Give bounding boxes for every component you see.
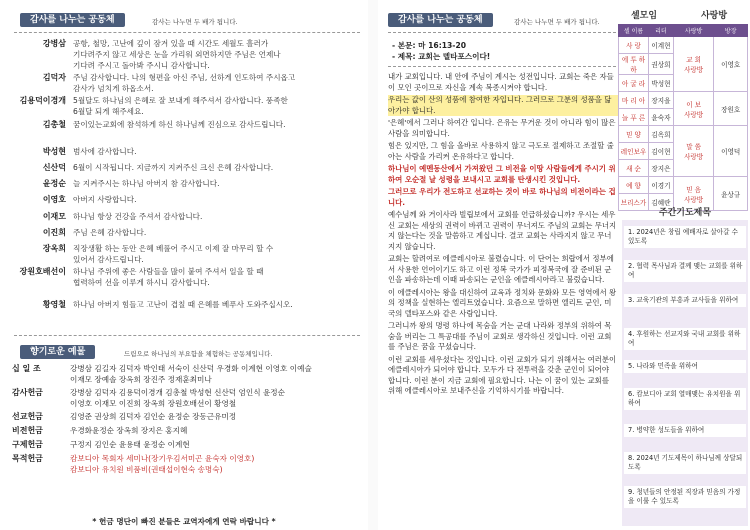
sermon-paragraph: 그러므로 우리가 전도하고 선교하는 것이 바로 하나님의 비전이라는 겁니다.	[388, 187, 616, 207]
prayer-box	[622, 220, 748, 526]
thanks-name: 김총철	[42, 120, 66, 129]
cell-name: 에 투 하 하	[619, 54, 649, 75]
prayer-item: 8. 2024년 기도제목이 하나님께 상달되도록	[624, 452, 746, 474]
divider	[388, 32, 616, 33]
room-name: 교 회 사랑방	[673, 37, 714, 92]
thanks-entry	[12, 146, 364, 157]
thanks-text: 주님 감사합니다. 나의 형편을 아신 주님, 선하게 인도하여 주시옵고 감사가 넘치게 하옵소서.	[73, 73, 296, 93]
sermon-header: 감사를 나누는 공동체	[388, 13, 493, 27]
sermon-paragraph: '은혜'에서 그러나 하여간 입니다. 은유는 무거운 것이 아니라 힘이 많은 사람을 의미합니다.	[388, 118, 616, 138]
offering-header: 향기로운 예물	[20, 345, 95, 359]
prayer-item: 2. 협력 목사님과 결께 맺는 교회를 위하여	[624, 260, 746, 282]
sermon-header-sub: 감사는 나누면 두 배가 됩니다.	[514, 18, 600, 26]
cell-row	[619, 37, 748, 54]
thanks-name: 김덕자	[42, 73, 66, 82]
room-host: 윤상규	[714, 177, 748, 211]
thanks-entry	[12, 211, 364, 222]
cell-name: 마 리 아	[619, 92, 649, 109]
prayer-item: 3. 교육기관의 부흥과 교사들을 위하여	[624, 294, 746, 307]
cell-name: 사 랑	[619, 37, 649, 54]
footer-note: * 헌금 명단이 빠진 분들은 교역자에게 연락 바랍니다 *	[92, 517, 276, 526]
thanks-name: 장옥희	[42, 244, 66, 253]
thanks-name: 이영호	[42, 195, 66, 204]
cell-row	[619, 92, 748, 109]
thanks-name: 강병삼	[42, 39, 66, 48]
thanks-text: 6월이 시작됩니다. 지금까지 지켜주신 크신 은혜 감사합니다.	[73, 163, 274, 172]
cell-name: 예 향	[619, 177, 649, 194]
left-page	[0, 0, 368, 530]
offering-entry	[12, 387, 360, 409]
offering-entry	[12, 425, 360, 436]
cell-leader: 이경기	[649, 177, 674, 194]
thanks-header: 감사를 나누는 공동체	[20, 13, 125, 27]
thanks-entry	[12, 266, 364, 288]
offering-label: 구제헌금	[12, 440, 43, 449]
thanks-text: 늘 지켜주시는 하나님 아버지 참 감사합니다.	[73, 179, 220, 188]
offering-label: 선교헌금	[12, 412, 43, 421]
offering-label: 감사헌금	[12, 388, 43, 397]
thanks-name: 이진희	[42, 228, 66, 237]
sermon-paragraph: 그러니까 왕의 명령 하나에 목숨을 거는 군대 나라와 정부의 위하여 목숨을 버리는 그 특공대를 주님이 교회로 생각하신 것입니다. 이런 교회를 주님은 꿈을 꾸셨습니다.	[388, 321, 612, 351]
cell-name: 새 순	[619, 160, 649, 177]
thanks-name: 윤정순	[42, 179, 66, 188]
divider	[14, 32, 360, 33]
offering-label: 비전헌금	[12, 426, 43, 435]
prayer-item: 6. 캄보디아 교회 열매맺는 유치원을 위하여	[624, 388, 746, 410]
prayer-item: 1. 2024년은 창립 예배자로 살아갈 수 있도록	[624, 226, 746, 248]
room-host: 이영호	[714, 37, 748, 92]
thanks-text: 주님 은혜 감사합니다.	[73, 228, 147, 237]
cell-leader: 박성현	[649, 75, 674, 92]
offering-names: 김영준 권상희 김덕자 김인순 윤정순 장동근유미정	[70, 412, 237, 421]
thanks-name: 김용덕이경개	[19, 96, 66, 105]
thanks-text: 하나님 아버지 힘들고 고난이 겹칠 때 은혜를 베푸사 도와주십시오.	[73, 300, 293, 309]
thanks-entry	[12, 243, 364, 265]
prayer-item: 4. 후원하는 선교지와 국내 교회를 위하여	[624, 328, 746, 350]
cell-row	[619, 177, 748, 194]
divider	[388, 66, 616, 67]
offering-entry	[12, 439, 360, 450]
thanks-text: 꿈이있는교회에 참석하게 하신 하나님께 진심으로 감사드립니다.	[73, 120, 286, 129]
thanks-text: 하나님 주위에 좋은 사람들을 많이 붙여 주셔서 일을 할 때 협력하여 선을 이루게 하시니 감사합니다.	[73, 267, 264, 287]
sermon-meta	[392, 40, 490, 62]
sermon-paragraph: 교회는 할려여로 에클레시아로 불렸습니다. 이 단어는 희랍에서 정부에서 사용한 언어이기도 하고 이런 정복 국가가 피정복국에 잘 준비된 군인을 파송하는데 이때 파송되는 군인을 에클레시아라고 불렀습니다.	[388, 254, 614, 284]
sermon-paragraph: 우리는 값이 산의 성품에 참여한 자입니다. 그러므로 그분의 성품을 닮아가야 합니다.	[388, 95, 618, 116]
offering-names: 구정지 김인순 윤용태 윤정순 이계현	[70, 440, 190, 449]
cell-row	[619, 126, 748, 143]
sermon-paragraph: 이런 교회를 세우셨다는 것입니다. 이런 교회가 되기 위해서는 여러분이 에클레시아가 되어야 합니다. 모두가 다 전투력을 갖춘 군인이 되어야 합니다. 이런 분이 지금 교회에 필요합니다. 나는 이 꿈이 있는 교회를 위해 에클레시아로 보내주신을 기억하시기를 바랍니다.	[388, 354, 617, 395]
cell-leader: 이계현	[649, 37, 674, 54]
thanks-entry	[12, 119, 364, 130]
cell-leader: 장지을	[649, 92, 674, 109]
prayer-item: 9. 청년들의 안정된 직장과 믿음의 가정을 이룰 수 있도록	[624, 486, 746, 508]
sermon-paragraph: 이 에클레시아는 왕을 대신하여 교육과 정치와 문화와 모든 영역에서 왕의 정책을 실현하는 엘리트였습니다. 요즘으로 말하면 엘리트 군인, 미국의 델타포스와 같은 사람입니다.	[388, 287, 617, 318]
cell-table-header: 리더	[649, 25, 674, 37]
thanks-name: 신산덕	[42, 163, 66, 172]
thanks-name: 이재모	[42, 212, 66, 221]
thanks-entry	[12, 95, 364, 117]
offering-label: 목적헌금	[12, 454, 43, 463]
cell-name: 믿 양	[619, 126, 649, 143]
offering-header-sub: 드림으로 하나님의 부요함을 체험하는 공동체입니다.	[124, 350, 273, 358]
thanks-name: 박성현	[42, 147, 66, 156]
thanks-text: 직장생활 하는 동안 은혜 베풀어 주시고 이제 잘 마무리 할 수 있어서 감사드립니다.	[73, 244, 274, 264]
cell-leader: 김이현	[649, 143, 674, 160]
cell-table-header: 방장	[714, 25, 748, 37]
cell-leader: 권상희	[649, 54, 674, 75]
sermon-paragraph: 힘은 있지만, 그 힘을 올바로 사용하지 않고 극도로 절제하고 조절할 줄 아는 사람을 가리켜 온유하다고 합니다.	[388, 141, 614, 161]
sermon-verse: - 본문: 마 16:13-20	[392, 41, 467, 50]
offering-entry	[12, 411, 360, 422]
cell-table	[618, 24, 748, 211]
cell-name: 브리스가	[619, 194, 649, 211]
cell-leader: 김옥희	[649, 126, 674, 143]
cell-name: 레인보우	[619, 143, 649, 160]
love-title: 사랑방	[700, 11, 728, 21]
prayer-title: 주간기도제목	[658, 208, 712, 218]
thanks-entry	[12, 227, 364, 238]
thanks-name: 황영철	[42, 300, 66, 309]
sermon-body	[388, 72, 618, 399]
thanks-text: 범사에 감사합니다.	[73, 147, 137, 156]
thanks-entry	[12, 194, 364, 205]
room-host: 장원호	[714, 92, 748, 126]
sermon-paragraph: 하나님이 예멘동산에서 가져왔던 그 비전을 이땅 사람들에게 주시기 위하여 오순절 날 성령을 보내시고 교회를 탄생시킨 것입니다.	[388, 164, 616, 184]
thanks-text: 하나님 항상 건강을 주셔서 감사합니다.	[73, 212, 203, 221]
page-gutter	[368, 0, 378, 530]
room-name: 말 씀 사랑방	[673, 126, 714, 177]
prayer-item: 7. 병약한 성도들을 위하여	[624, 424, 746, 437]
cell-leader: 장지은	[649, 160, 674, 177]
room-host: 이영덕	[714, 126, 748, 177]
room-name: 이 보 사랑방	[673, 92, 714, 126]
thanks-entry	[12, 72, 364, 94]
offering-names: 우경화윤정순 장옥희 장지은 홍지혜	[70, 426, 188, 435]
prayer-item: 5. 나라와 민족을 위하여	[624, 360, 746, 373]
thanks-entry	[12, 178, 364, 189]
offering-names: 캄보디아 목회자 세미나(장기우김서미곤 윤숙자 이영호) 캄보디아 유치원 비품비(권태섭이현숙 송명숙)	[70, 454, 255, 474]
cell-leader: 윤숙자	[649, 109, 674, 126]
cell-leader: 김혜란	[649, 194, 674, 211]
cell-table-header: 사랑방	[673, 25, 714, 37]
thanks-text: 공항, 철망, 고난에 깊이 잠겨 있을 때 시간도 세월도 흘러가 기다려주지 않고 세상은 눈을 가리워 외면하지만 주님은 언제나 기다려 주시고 돌아봐 주시니 감사합니다.	[73, 39, 281, 70]
thanks-text: 5월달도 하나님의 은혜로 잘 보내게 해주셔서 감사합니다. 풍족한 6월달 되게 해주세요.	[73, 96, 288, 116]
offering-entry	[12, 363, 360, 385]
thanks-name: 장원호배선이	[19, 267, 66, 276]
sermon-paragraph: 내가 교회입니다. 내 안에 주님이 계시는 성전입니다. 교회는 죽은 자들이 모인 곳이므로 자신을 계속 복종시켜야 합니다.	[388, 72, 614, 92]
room-name: 믿 음 사랑방	[673, 177, 714, 211]
thanks-header-sub: 감사는 나누면 두 배가 됩니다.	[152, 18, 238, 26]
cell-table-header: 셀 이름	[619, 25, 649, 37]
right-page	[378, 0, 750, 530]
cell-title: 셀모임	[630, 11, 658, 21]
offering-names: 강병삼 김덕자 김용덕이경개 김총철 박성현 신산덕 엄인식 윤정순 이영호 이재모 이진희 장옥희 장원호배선이 황영철	[70, 388, 285, 408]
thanks-entry	[12, 38, 364, 71]
thanks-entry	[12, 162, 364, 173]
sermon-paragraph: 예수님께 와 거이사라 빌립보에서 교회를 언급하셨습니까? 우시는 세우신 교회는 세상의 권력이 바뀌고 권력이 무너져도 주님의 교회는 무너지지 않는다는 것을 말씀하고 계십니다. 결코 교회는 사라지지 않고 무너지지 않습니다.	[388, 210, 617, 251]
sermon-title: - 제목: 교회는 델타포스이다!	[392, 52, 491, 61]
offering-entry	[12, 453, 360, 475]
thanks-entry	[12, 299, 364, 310]
thanks-text: 아버지 사랑합니다.	[73, 195, 137, 204]
offering-label: 십 일 조	[12, 364, 41, 373]
cell-name: 아 굴 라	[619, 75, 649, 92]
divider	[14, 335, 360, 336]
offering-names: 강병삼 김길자 김덕자 박인태 서숙이 신산덕 우경화 이계현 이영호 이예슬 이재모 장예솔 장옥희 장진주 정재훈최미나	[70, 364, 312, 384]
cell-name: 늘 푸 른	[619, 109, 649, 126]
